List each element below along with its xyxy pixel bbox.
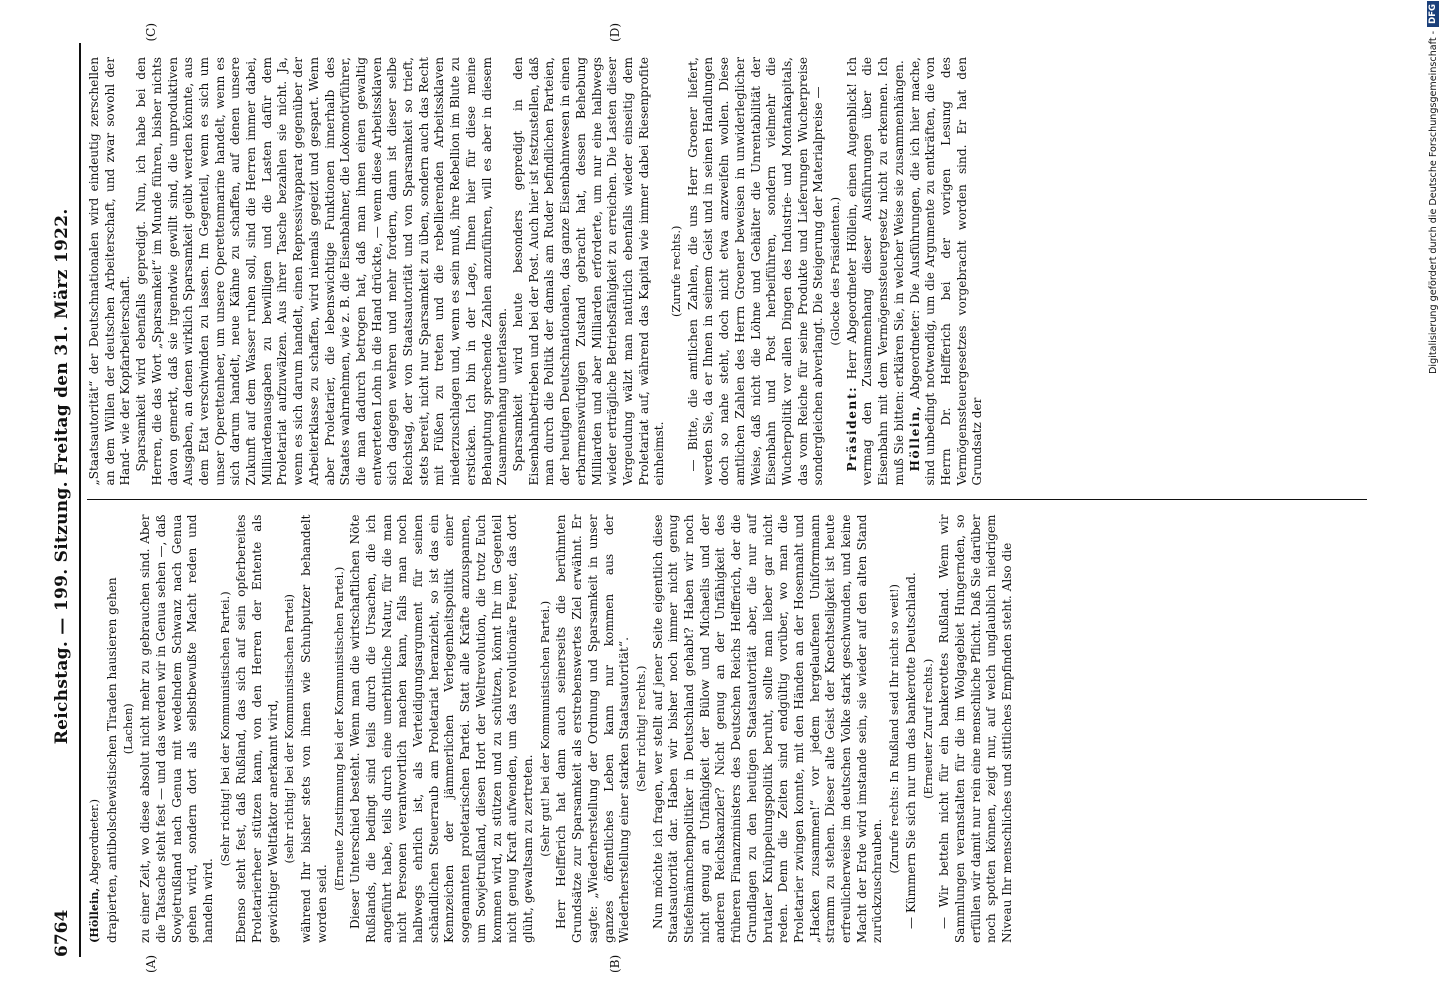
paragraph: „Staatsautorität“ der Deutschnationalen wird eindeutig zerschellen an dem Willen der deutschen Arbeiterschaft, und zwar sowohl der Hand- wie der Kopfarbeiterschaft. xyxy=(87,57,133,486)
president-text: Herr Abgeordneter Höllein, einen Augenblick! Ich vermag den Zusammenhang dieser Ausführungen über die Eisenbahn mit dem Vermögenssteuergesetz nicht zu erkennen. Ich muß Sie bitten: erklären Sie, in welcher Weise sie zusammenhängen. xyxy=(844,57,906,486)
running-head xyxy=(52,43,81,957)
margin-mark-a: (A) xyxy=(144,954,158,973)
paragraph: — Bitte, die amtlichen Zahlen, die uns Herr Groener liefert, werden Sie, da er Ihnen in seinem Geist und in seinen Handlungen doch so nahe steht, doch nicht etwa anzweifeln wollen. Diese amtlichen Zahlen des Herrn Groener beweisen in unwiderleglicher Weise, daß nicht die Löhne und Gehälter die Unrentabilität der Eisenbahn und Post herbeiführen, sondern vielmehr die Wucherpolitik vor allen Dingen des Industrie- und Montankapitals, das vom Reiche für seine Produkte und Lieferungen Wucherpreise sondergleichen abverlangt. Die Steigerung der Materialpreise — xyxy=(685,57,826,486)
paragraph: Ebenso steht fest, daß Rußland, das sich auf sein opferbereites Proletarierheer stützen kann, von den Herren der Entente als gewichtiger Weltfaktor anerkannt wird, xyxy=(234,514,280,943)
paragraph: drapierten, antibolschewistischen Tiraden hausieren gehen xyxy=(104,577,119,943)
paragraph: Dieser Unterschied besteht. Wenn man die wirtschaftlichen Nöte Rußlands, die bedingt sind teils durch die Ursachen, die ich angeführt habe, teils durch eine unerbittliche Natur, für die man nicht Personen verantwortlich machen kann, falls man noch halbwegs ehrlich ist, als Verteidigungsargument für seinen schändlichen Steuerraub am Proletariat heranzieht, so ist das ein Kennzeichen der jämmerlichen Verlegenheitspolitik einer sogenannten proletarischen Partei. Statt alle Kräfte anzuspannen, um Sowjetrußland, diesen Hort der Weltrevolution, die trotz Euch kommen wird, zu stützen und zu schützen, könnt Ihr im Gegenteil nicht genug Kraft aufwenden, um das revolutionäre Feuer, das dort glüht, gewaltsam zu zertreten. xyxy=(348,514,535,943)
paragraph: Sparsamkeit wird heute besonders gepredigt in den Eisenbahnbetrieben und bei der Post. Auch hier ist festzustellen, daß man durch die Politik der damals am Ruder befindlichen Parteien, der heutigen Deutschnationalen, das ganze Eisenbahnwesen in einen erbarmenswürdigen Zustand gebracht hat, dessen Behebung Milliarden und aber Milliarden erforderte, um nur eine halbwegs wieder erträgliche Betriebsfähigkeit zu erreichen. Die Lasten dieser Vergeudung wälzt man natürlich ebenfalls wieder einseitig dem Proletariat auf, während das Kapital wie immer dabei Riesenprofite einheimst. xyxy=(510,57,667,486)
president-remark xyxy=(845,57,908,486)
margin-mark-c: (C) xyxy=(144,23,158,42)
interjection: (Sehr gut! bei der Kommunistischen Partei.) xyxy=(537,600,552,857)
interjection: (Zurufe rechts: In Rußland seid Ihr nicht so weit!) xyxy=(887,584,902,874)
newspaper-page xyxy=(48,25,1378,975)
paragraph: zu einer Zeit, wo diese absolut nicht mehr zu gebrauchen sind. Aber die Tatsache steht fest — und das werden wir in Genua sehen —, daß Sowjetrußland nach Genua mit wedelndem Schwanz nach Genua gehen wird, sondern dort als selbstbewußte Macht reden und handeln wird. xyxy=(138,514,215,943)
interjection: (Erneuter Zuruf rechts.) xyxy=(920,658,935,799)
paragraph: — Kümmern Sie sich nur um das bankerotte Deutschland. xyxy=(903,572,918,929)
digitization-credit xyxy=(1410,4,1439,726)
left-column xyxy=(87,500,1367,958)
right-column xyxy=(87,43,1367,500)
paragraph: Sparsamkeit wird ebenfalls gepredigt. Nun, ich habe bei den Herren, die das Wort „Sparsamkeit“ im Munde führen, bisher nichts davon gemerkt, daß sie irgendwie gewillt sind, die unproduktiven Ausgaben, an denen wirklich Sparsamkeit geübt werden könnte, aus dem Etat verschwinden zu lassen. Im Gegenteil, wenn es sich um unser Operettenheer, um unsere Operettenmarine handelt, wenn es sich darum handelt, neue Kähne zu schaffen, auf denen unsere Zukunft auf dem Wasser ruhen soll, sind die Herren immer dabei, Milliardenausgaben zu bewilligen und die Lasten dafür dem Proletariat aufzuwälzen. Aus ihrer Tasche bezahlen sie nicht. Ja, wenn es sich darum handelt, einen Repressivapparat gegenüber der Arbeiterklasse zu schaffen, wird niemals gegeizt und gespart. Wenn aber Proletarier, die lebenswichtige Funktionen innerhalb des Staates wahrnehmen, wie z. B. die Eisenbahner, die Lokomotivführer, die man dadurch betrogen hat, daß man ihnen einen gewaltig entwerteten Lohn in die Hand drückte, — wenn diese Arbeitssklaven sich dagegen wehren und mehr fordern, dann ist dieser selbe Reichstag, der von Staatsautorität und von Sparsamkeit so trieft, stets bereit, nicht nur Sparsamkeit zu üben, sondern auch das Recht mit Füßen zu treten und die rebellierenden Arbeitssklaven niederzuschlagen und, wenn es sein muß, ihre Rebellion im Blute zu ersticken. Ich bin in der Lage, Ihnen hier für diese meine Behauptung sprechende Zahlen anzuführen, will es aber in diesem Zusammenhang unterlassen. xyxy=(134,57,510,486)
interjection: (Lachen) xyxy=(121,703,136,755)
interjection: (Glocke des Präsidenten.) xyxy=(828,196,843,346)
interjection: (Sehr richtig! bei der Kommunistischen Partei.) xyxy=(217,591,232,867)
interjection: (Sehr richtig! rechts.) xyxy=(633,665,648,792)
paragraph: während Ihr bisher stets von ihnen wie Schuhputzer behandelt worden seid. xyxy=(299,514,329,943)
speaker-name: (Höllein, xyxy=(87,887,101,943)
president-label: Präsident: xyxy=(844,385,859,472)
interjection: (Erneute Zustimmung bei der Kommunistischen Partei.) xyxy=(331,566,346,891)
paragraph: Nun möchte ich fragen, wer stellt auf jener Seite eigentlich diese Staatsautorität dar. Haben wir bisher noch immer nicht genug Stiefelmännchenpolitiker in Deutschland gehabt? Haben wir noch nicht genug an Unfähigkeit der Bülow und Michaelis und der anderen Reichskanzler? Nicht genug an der Unfähigkeit des früheren Finanzministers des Deutschen Reichs Helfferich, der die Grundlagen zu den heutigen Staatsautorität aber, die nur auf brutaler Knüppelungspolitik beruht, sollte man lieber gar nicht reden. Denn die Zeiten sind endgültig vorüber, wo man die Proletarier zwingen konnte, mit den Händen an der Hosennaht und „Hacken zusammen!“ vor jedem hergelaufenen Uniformmann stramm zu stehen. Dieser alte Geist der Knechtseligkeit ist heute erfreulicherweise im deutschen Volke stark geschwunden, und keine Macht der Erde wird imstande sein, sie wieder auf den alten Stand zurückzuschrauben. xyxy=(650,514,885,943)
paragraph: Herr Helfferich hat dann auch seinerseits die berühmten Grundsätze zur Sparsamkeit als erstrebenswertes Ziel erwähnt. Er sagte: „Wiederherstellung der Ordnung und Sparsamkeit in unser ganzes öffentliches Leben kann nur kommen aus der Wiederherstellung einer starken Staatsautorität“. xyxy=(554,514,632,943)
page-number: 6764 xyxy=(52,909,72,957)
credit-text: Digitalisierung gefördert durch die Deutsche Forschungsgemeinschaft - xyxy=(1427,30,1439,374)
speaker-role: Abgeordneter.) xyxy=(88,798,101,888)
margin-mark-d: (D) xyxy=(608,23,622,42)
page-title: Reichstag. — 199. Sitzung. Freitag den 31. März 1922. xyxy=(52,208,72,745)
text-columns xyxy=(87,43,1367,957)
speaker-remark xyxy=(908,57,987,486)
speaker-text: Abgeordneter: Die Ausführungen, die ich hier mache, sind unbedingt notwendig, um die Argumente zu entkräften, die von Herrn Dr. Helfferich bei der vorigen Lesung des Vermögenssteuergesetzes vorgebracht worden sind. Er hat den Grundsatz der xyxy=(907,57,985,486)
dfg-logo: DFG xyxy=(1427,1,1439,27)
speaker-line xyxy=(87,515,103,944)
paragraph: — Wir betteln nicht für ein bankerottes Rußland. Wenn wir Sammlungen veranstalten für die im Wolgagebiet Hungernden, so erfüllen wir damit nur rein eine menschliche Pflicht. Daß Sie darüber noch spotten können, zeigt nur, auf welch unglaublich niedrigem Niveau Ihr menschliches und sittliches Empfinden steht. Also die xyxy=(937,514,1015,943)
speaker-label: Höllein, xyxy=(907,404,922,472)
interjection: (sehr richtig! bei der Kommunistischen Partei) xyxy=(282,594,297,864)
margin-mark-b: (B) xyxy=(608,954,622,973)
interjection: (Zurufe rechts.) xyxy=(669,225,684,317)
